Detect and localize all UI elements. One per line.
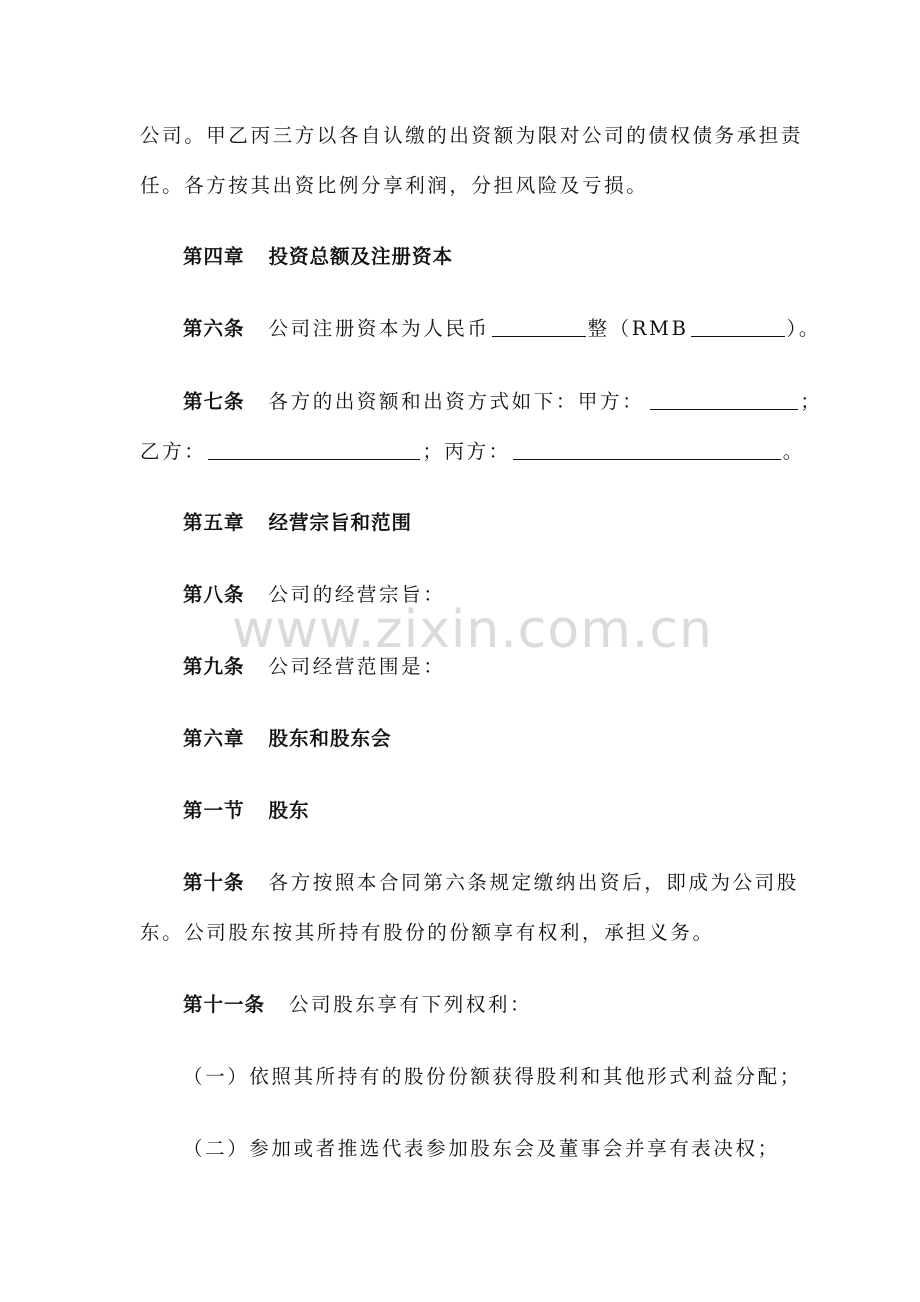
article6-text-b: 整（RMB xyxy=(587,317,689,340)
article7-label: 第七条 xyxy=(183,390,245,413)
party-b-contribution-blank[interactable] xyxy=(208,439,420,460)
chapter6-title: 股东和股东会 xyxy=(268,727,392,750)
section1-title: 股东 xyxy=(268,799,310,822)
article9-label: 第九条 xyxy=(183,655,245,678)
article7-text-a: 各方的出资额和出资方式如下：甲方： xyxy=(268,390,645,413)
chapter5-title: 经营宗旨和范围 xyxy=(268,511,413,534)
article6-label: 第六条 xyxy=(183,317,245,340)
article11 xyxy=(183,992,532,1018)
chapter4-label: 第四章 xyxy=(183,245,245,268)
article7-line2 xyxy=(140,439,805,465)
watermark: www.zixin.com.cn xyxy=(232,600,713,660)
article11-item2: （二）参加或者推选代表参加股东会及董事会并享有表决权； xyxy=(183,1137,780,1160)
article7-semicolon: ； xyxy=(800,390,823,413)
article7-semicolon2: ； xyxy=(422,440,445,463)
party-c-contribution-blank[interactable] xyxy=(513,439,781,460)
chapter5-heading xyxy=(183,510,412,536)
article7-end: 。 xyxy=(782,440,805,463)
article7-party-c: 丙方： xyxy=(444,440,511,463)
article10-line1 xyxy=(183,870,799,896)
paragraph-liability-line2: 任。各方按其出资比例分享利润，分担风险及亏损。 xyxy=(140,174,649,197)
article7-line1 xyxy=(183,389,822,415)
article6-text-c: ）。 xyxy=(786,317,821,340)
registered-capital-blank[interactable] xyxy=(492,316,586,337)
article6-text-a: 公司注册资本为人民币 xyxy=(268,317,490,340)
section1-label: 第一节 xyxy=(183,799,245,822)
article6 xyxy=(183,316,821,342)
rmb-amount-blank[interactable] xyxy=(691,316,785,337)
article9-text: 公司经营范围是： xyxy=(268,655,446,678)
article8-label: 第八条 xyxy=(183,583,245,606)
party-a-contribution-blank[interactable] xyxy=(650,389,798,410)
chapter4-title: 投资总额及注册资本 xyxy=(268,245,454,268)
article11-item1: （一）依照其所持有的股份份额获得股利和其他形式利益分配； xyxy=(183,1065,802,1088)
article11-text: 公司股东享有下列权利： xyxy=(289,993,533,1016)
paragraph-liability-line1: 公司。甲乙丙三方以各自认缴的出资额为限对公司的债权债务承担责 xyxy=(140,124,804,147)
section1-heading xyxy=(183,798,310,824)
article10-label: 第十条 xyxy=(183,871,245,894)
article7-party-b: 乙方： xyxy=(140,440,207,463)
article10-line2: 东。公司股东按其所持有股份的份额享有权利，承担义务。 xyxy=(140,921,715,944)
article8-text: 公司的经营宗旨： xyxy=(268,583,446,606)
chapter4-heading xyxy=(183,244,453,270)
chapter6-label: 第六章 xyxy=(183,727,245,750)
chapter6-heading xyxy=(183,726,392,752)
chapter5-label: 第五章 xyxy=(183,511,245,534)
article10-text1: 各方按照本合同第六条规定缴纳出资后，即成为公司股 xyxy=(268,871,799,894)
article11-label: 第十一条 xyxy=(183,993,266,1016)
